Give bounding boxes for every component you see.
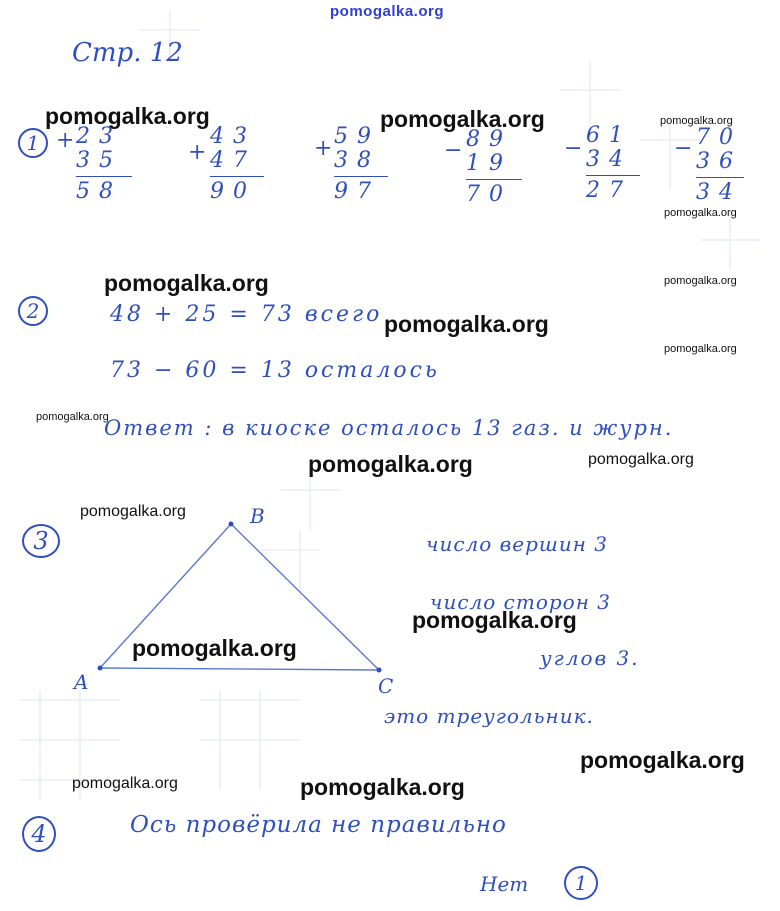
task-2-number: 2: [18, 296, 48, 326]
watermark: pomogalka.org: [412, 607, 577, 633]
vertex-label-a: A: [74, 670, 89, 694]
operand-b: 34: [586, 147, 632, 172]
vertex-label-c: C: [378, 674, 394, 698]
angles-count: углов 3.: [540, 646, 640, 670]
watermark: pomogalka.org: [588, 451, 694, 468]
result: 34: [696, 180, 742, 205]
vertex-label-b: B: [250, 504, 265, 528]
operator: +: [314, 136, 333, 161]
watermark: pomogalka.org: [664, 207, 737, 219]
shape-conclusion: это треугольник.: [384, 704, 594, 728]
answer-text: Ответ : в киоске осталось 13 газ. и журн.: [104, 416, 674, 440]
result: 27: [586, 178, 632, 203]
operator: −: [564, 136, 583, 161]
task-4-number: 4: [22, 816, 56, 852]
watermark: pomogalka.org: [384, 311, 549, 337]
operand-b: 19: [466, 151, 512, 176]
watermark: pomogalka.org: [132, 635, 297, 661]
watermark: pomogalka.org: [72, 775, 178, 792]
operand-b: 35: [76, 148, 122, 173]
watermark: pomogalka.org: [380, 106, 545, 132]
result: 97: [334, 179, 380, 204]
operand-b: 38: [334, 148, 380, 173]
watermark: pomogalka.org: [660, 115, 733, 127]
equation-total: 48 + 25 = 73 всего: [110, 302, 383, 327]
equation-remaining: 73 − 60 = 13 осталось: [110, 358, 440, 383]
operand-a: 89: [466, 127, 512, 152]
watermark: pomogalka.org: [80, 503, 186, 520]
watermark: pomogalka.org: [104, 270, 269, 296]
page-title: Стр. 12: [72, 38, 183, 68]
vertices-count: число вершин 3: [426, 532, 609, 556]
circled-answer: 1: [564, 866, 598, 900]
watermark: pomogalka.org: [580, 747, 745, 773]
sides-count: число сторон 3: [430, 590, 611, 614]
result: 58: [76, 179, 122, 204]
operand-a: 61: [586, 123, 632, 148]
operator: +: [56, 128, 75, 153]
site-link[interactable]: pomogalka.org: [330, 3, 445, 20]
operand-a: 70: [696, 125, 742, 150]
watermark: pomogalka.org: [664, 343, 737, 355]
result: 90: [210, 179, 256, 204]
operator: −: [674, 136, 693, 161]
task-1-number: 1: [18, 128, 48, 158]
task-3-number: 3: [22, 524, 60, 558]
operand-a: 23: [76, 124, 122, 149]
operand-b: 36: [696, 149, 742, 174]
watermark: pomogalka.org: [36, 411, 109, 423]
result: 70: [466, 182, 512, 207]
watermark: pomogalka.org: [308, 451, 473, 477]
operand-a: 59: [334, 124, 380, 149]
statement-text: Ось провёрила не правильно: [130, 812, 507, 838]
watermark: pomogalka.org: [300, 774, 465, 800]
answer-no: Нет: [480, 872, 529, 896]
watermark: pomogalka.org: [664, 275, 737, 287]
operand-a: 43: [210, 124, 256, 149]
operator: −: [444, 138, 463, 163]
operand-b: 47: [210, 148, 256, 173]
watermark: pomogalka.org: [45, 103, 210, 129]
operator: +: [188, 140, 207, 165]
